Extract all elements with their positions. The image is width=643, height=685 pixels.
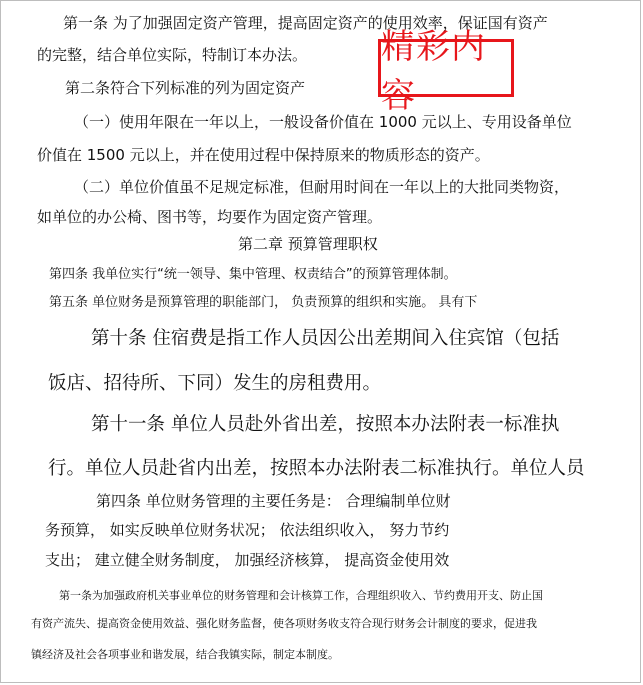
article-1-line-2: 的完整，结合单位实际，特制订本办法。 [37, 46, 308, 64]
article-2-item-2-line-2: 如单位的办公椅、图书等，均要作为固定资产管理。 [37, 208, 383, 226]
article-2-item-2-line-1: （二）单位价值虽不足规定标准，但耐用时间在一年以上的大批同类物资， [74, 178, 570, 196]
chapter-2-article-4: 第四条 我单位实行“统一领导、集中管理、权责结合”的预算管理体制。 [49, 267, 457, 282]
article-2-item-1-line-1: （一）使用年限在一年以上，一般设备价值在 1000 元以上、专用设备单位 [74, 113, 572, 131]
regulation-article-1-line-2: 有资产流失、提高资金使用效益、强化财务监督，使各项财务收支符合现行财务会计制度的要求，促进我 [31, 617, 537, 630]
article-11-line-1: 第十一条 单位人员赴外省出差，按照本办法附表一标准执 [91, 414, 560, 435]
finance-article-4-line-2: 务预算， 如实反映单位财务状况； 依法组织收入， 努力节约 [45, 521, 450, 539]
stamp-text: 精彩内容 [381, 42, 511, 94]
article-11-line-2: 行。单位人员赴省内出差，按照本办法附表二标准执行。单位人员 [48, 458, 585, 479]
regulation-article-1-line-3: 镇经济及社会各项事业和谐发展，结合我镇实际，制定本制度。 [31, 648, 339, 661]
article-2-heading: 第二条符合下列标准的列为固定资产 [65, 79, 306, 97]
finance-article-4-line-1: 第四条 单位财务管理的主要任务是： 合理编制单位财 [96, 492, 451, 510]
highlight-stamp [378, 27, 514, 116]
article-10-line-1: 第十条 住宿费是指工作人员因公出差期间入住宾馆（包括 [91, 328, 560, 349]
chapter-2-heading: 第二章 预算管理职权 [238, 235, 378, 253]
chapter-2-article-5: 第五条 单位财务是预算管理的职能部门， 负责预算的组织和实施。 具有下 [49, 295, 478, 310]
regulation-article-1-line-1: 第一条为加强政府机关事业单位的财务管理和会计核算工作，合理组织收入、节约费用开支、防止国 [59, 589, 543, 602]
article-2-item-1-line-2: 价值在 1500 元以上，并在使用过程中保持原来的物质形态的资产。 [37, 146, 490, 164]
article-10-line-2: 饭店、招待所、下同）发生的房租费用。 [48, 373, 382, 394]
finance-article-4-line-3: 支出； 建立健全财务制度， 加强经济核算， 提高资金使用效 [45, 551, 450, 569]
article-1-line-1: 第一条 为了加强固定资产管理，提高固定资产的使用效率，保证国有资产 [63, 14, 548, 32]
